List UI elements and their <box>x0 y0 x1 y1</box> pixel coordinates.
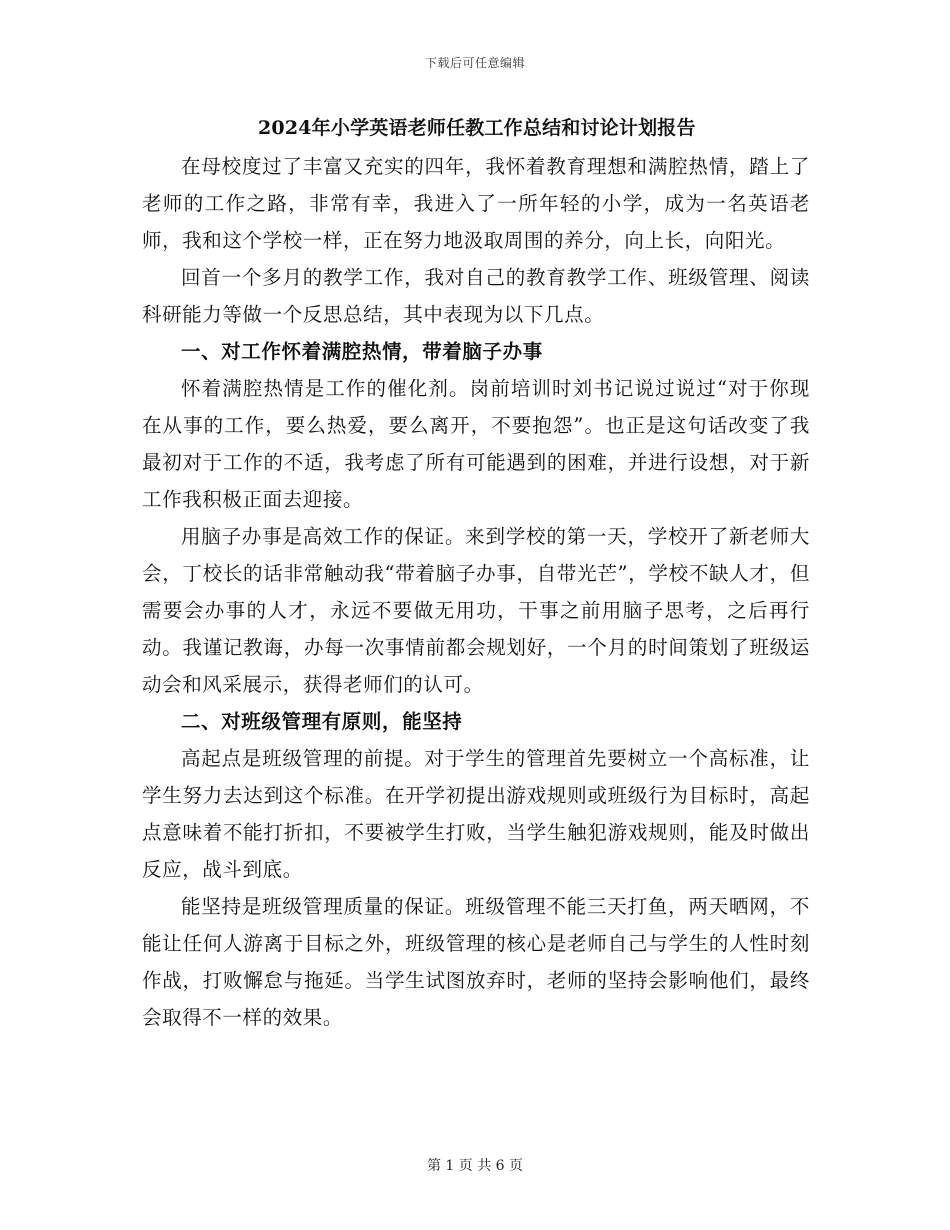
paragraph-overview: 回首一个多月的教学工作，我对自己的教育教学工作、班级管理、阅读科研能力等做一个反思总结，其中表现为以下几点。 <box>142 266 810 326</box>
document-body <box>142 114 810 1036</box>
paragraph-thinking: 用脑子办事是高效工作的保证。来到学校的第一天，学校开了新老师大会，丁校长的话非常触动我“带着脑子办事，自带光芒”，学校不缺人才，但需要会办事的人才，永远不要做无用功，干事之前用脑子思考，之后再行动。我谨记教诲，办每一次事情前都会规划好，一个月的时间策划了班级运动会和风采展示，获得老师们的认可。 <box>142 525 810 696</box>
document-title: 2024年小学英语老师任教工作总结和讨论计划报告 <box>258 117 696 139</box>
page-indicator: 第 1 页 共 6 页 <box>426 1158 524 1174</box>
paragraph-high-standard: 高起点是班级管理的前提。对于学生的管理首先要树立一个高标准，让学生努力去达到这个标准。在开学初提出游戏规则或班级行为目标时，高起点意味着不能打折扣，不要被学生打败，当学生触犯游戏规则，能及时做出反应，战斗到底。 <box>142 747 810 881</box>
section-heading-2: 二、对班级管理有原则，能坚持 <box>181 710 463 733</box>
paragraph-intro: 在母校度过了丰富又充实的四年，我怀着教育理想和满腔热情，踏上了老师的工作之路，非常有幸，我进入了一所年轻的小学，成为一名英语老师，我和这个学校一样，正在努力地汲取周围的养分，向上长，向阳光。 <box>142 155 810 252</box>
section-heading-1: 一、对工作怀着满腔热情，带着脑子办事 <box>181 340 543 363</box>
header-note: 下载后可任意编辑 <box>424 56 525 70</box>
paragraph-persistence: 能坚持是班级管理质量的保证。班级管理不能三天打鱼，两天晒网，不能让任何人游离于目标之外，班级管理的核心是老师自己与学生的人性时刻作战，打败懈怠与拖延。当学生试图放弃时，老师的坚持会影响他们，最终会取得不一样的效果。 <box>142 895 810 1029</box>
paragraph-enthusiasm: 怀着满腔热情是工作的催化剂。岗前培训时刘书记说过说过“对于你现在从事的工作，要么热爱，要么离开，不要抱怨”。也正是这句话改变了我最初对于工作的不适，我考虑了所有可能遇到的困难，并进行设想，对于新工作我积极正面去迎接。 <box>142 377 810 511</box>
